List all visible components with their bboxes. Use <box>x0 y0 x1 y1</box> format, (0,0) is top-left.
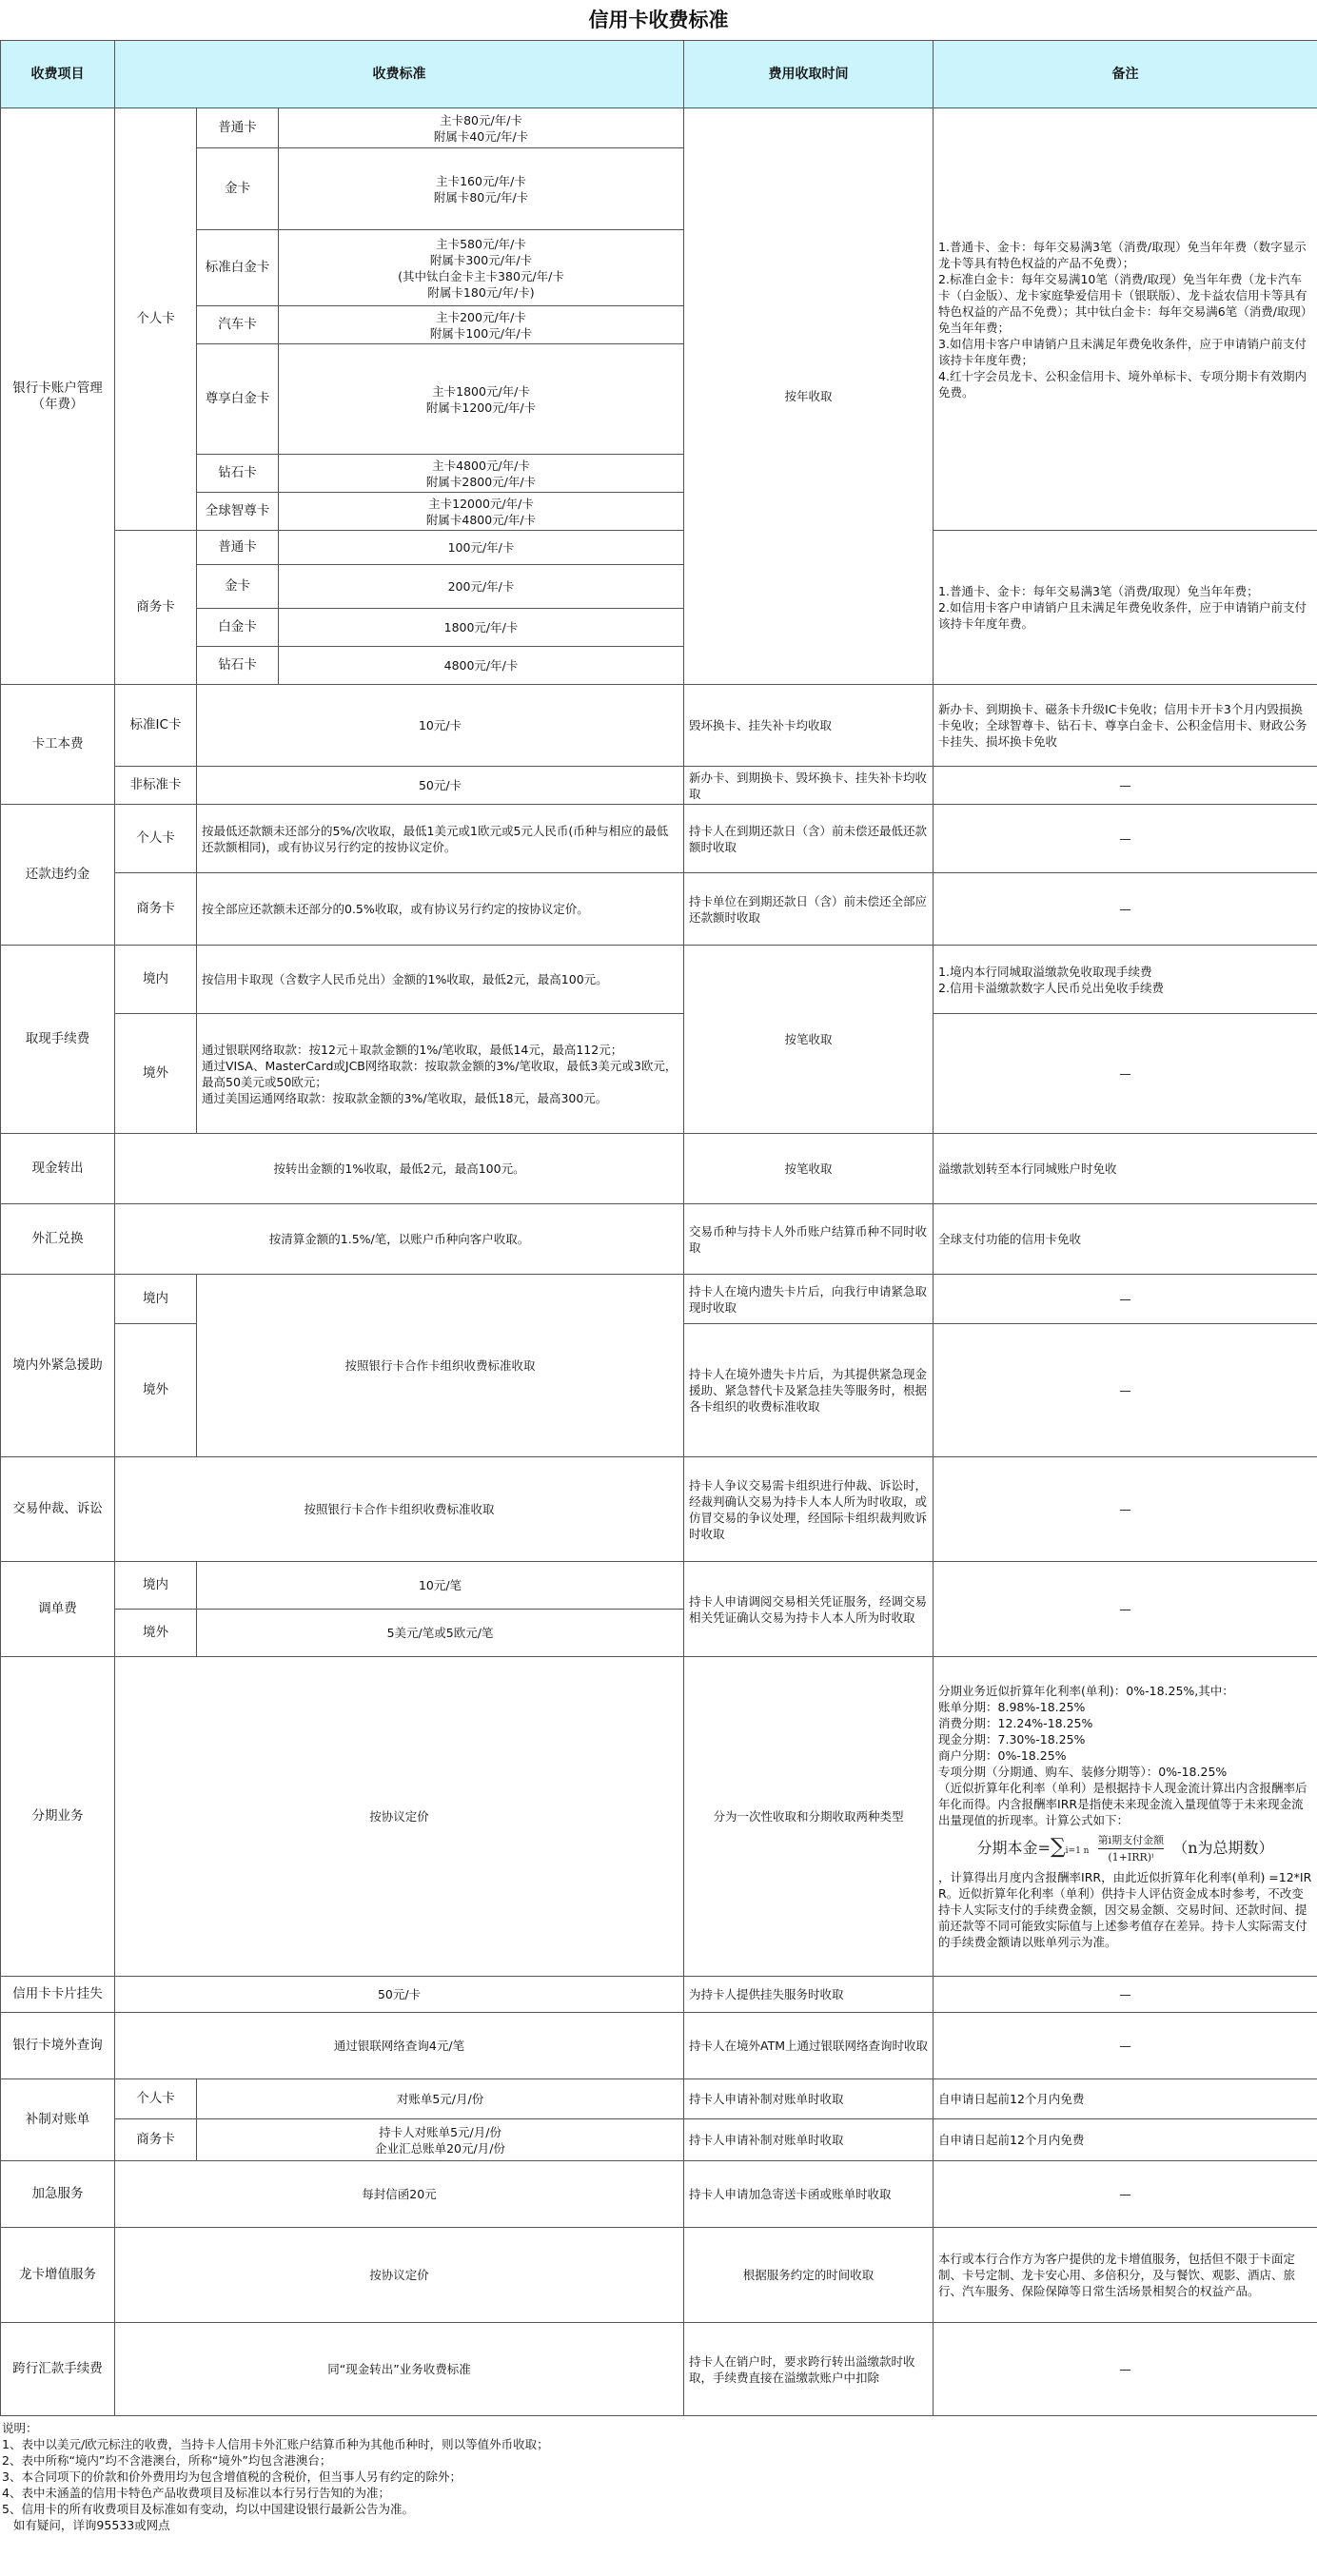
installment-item: 分期业务 <box>1 1657 115 1977</box>
note-value: — <box>934 805 1317 873</box>
card-kind: 个人卡 <box>115 2079 197 2119</box>
table-row <box>1 2119 1317 2161</box>
formula-numerator: 第i期支付金额 <box>1098 1832 1165 1849</box>
table-row <box>1 1275 1317 1324</box>
note-value: 全球支付功能的信用卡免收 <box>934 1204 1317 1275</box>
dispute-item: 交易仲裁、诉讼 <box>1 1457 115 1562</box>
fee-table <box>0 40 1317 2416</box>
card-type: 全球智尊卡 <box>197 493 279 531</box>
card-type: 金卡 <box>197 148 279 230</box>
region-label: 境外 <box>115 1610 197 1657</box>
cross-bank-item: 跨行汇款手续费 <box>1 2323 115 2416</box>
fee-value: 按清算金额的1.5%/笔，以账户币种向客户收取。 <box>115 1204 684 1275</box>
installment-note-top: 分期业务近似折算年化利率(单利)：0%-18.25%,其中： 账单分期：8.98%-18.25% 消费分期：12.24%-18.25% 现金分期：7.30%-18.25% 商户分期：0%-18.25% 专项分期（分期通、购车、装修分期等）：0%-18.25% （近似折算年化利率（单利）是根据持卡人现金流计算出内含报酬率后年化而得。内含报酬率IRR是指使未来现金流入量现值等于未来现金流出量现值的折现率。计算公式如下： <box>938 1684 1307 1827</box>
card-kind: 标准IC卡 <box>115 685 197 767</box>
table-row <box>1 1204 1317 1275</box>
footnotes <box>0 2416 1317 2537</box>
fee-value: 5美元/笔或5欧元/笔 <box>197 1610 684 1657</box>
note-value: — <box>934 2013 1317 2079</box>
card-kind: 商务卡 <box>115 873 197 946</box>
card-type: 金卡 <box>197 565 279 609</box>
card-kind: 非标准卡 <box>115 767 197 805</box>
fee-value: 同“现金转出”业务收费标准 <box>115 2323 684 2416</box>
table-row <box>1 873 1317 946</box>
cash-item: 取现手续费 <box>1 946 115 1134</box>
express-item: 加急服务 <box>1 2161 115 2228</box>
fee-value: 200元/年/卡 <box>279 565 684 609</box>
table-row <box>1 108 1317 148</box>
footnote-line: 5、信用卡的所有收费项目及标准如有变动，均以中国建设银行最新公告为准。 <box>2 2502 414 2516</box>
header-item: 收费项目 <box>1 41 115 108</box>
region-label: 境外 <box>115 1324 197 1457</box>
card-kind: 商务卡 <box>115 2119 197 2161</box>
footnote-line: 4、表中未涵盖的信用卡特色产品收费项目及标准以本行另行告知的为准； <box>2 2486 390 2500</box>
fee-value: 50元/卡 <box>197 767 684 805</box>
timing-value: 为持卡人提供挂失服务时收取 <box>684 1977 934 2013</box>
note-value: 溢缴款划转至本行同城账户时免收 <box>934 1134 1317 1204</box>
note-value: — <box>934 1977 1317 2013</box>
header-fee: 收费标准 <box>115 41 684 108</box>
region-label: 境内 <box>115 1562 197 1610</box>
fee-value: 按协议定价 <box>115 1657 684 1977</box>
note-value: — <box>934 1014 1317 1134</box>
footnote-line: 如有疑问，详询95533或网点 <box>2 2518 170 2532</box>
table-row <box>1 805 1317 873</box>
header-row <box>1 41 1317 108</box>
card-type: 标准白金卡 <box>197 230 279 306</box>
card-type: 普通卡 <box>197 108 279 148</box>
footnote-line: 3、本合同项下的价款和价外费用均为包含增值税的含税价，但当事人另有约定的除外； <box>2 2469 462 2484</box>
card-type: 普通卡 <box>197 531 279 565</box>
fee-value: 按信用卡取现（含数字人民币兑出）金额的1%收取，最低2元，最高100元。 <box>197 946 684 1014</box>
fee-value: 主卡160元/年/卡 附属卡80元/年/卡 <box>279 148 684 230</box>
fee-value: 10元/笔 <box>197 1562 684 1610</box>
note-value: — <box>934 1457 1317 1562</box>
footnote-line: 1、表中以美元/欧元标注的收费，当持卡人信用卡外汇账户结算币种为其他币种时，则以等值外币收取； <box>2 2437 549 2451</box>
table-row <box>1 2013 1317 2079</box>
annual-fee-timing: 按年收取 <box>684 108 934 685</box>
formula-lead: 分期本金= <box>976 1839 1051 1857</box>
statement-item: 补制对账单 <box>1 2079 115 2161</box>
note-value: — <box>934 2323 1317 2416</box>
installment-note <box>934 1657 1317 1977</box>
fee-value: 主卡200元/年/卡 附属卡100元/年/卡 <box>279 306 684 344</box>
timing-value: 分为一次性收取和分期收取两种类型 <box>684 1657 934 1977</box>
formula-denominator: (1+IRR)ⁱ <box>1108 1851 1154 1864</box>
fee-value: 主卡4800元/年/卡 附属卡2800元/年/卡 <box>279 455 684 493</box>
fee-value: 按最低还款额未还部分的5%/次收取，最低1美元或1欧元或5元人民币(币种与相应的最低还款额相同)，或有协议另行约定的按协议定价。 <box>197 805 684 873</box>
table-row <box>1 2161 1317 2228</box>
fee-value: 对账单5元/月/份 <box>197 2079 684 2119</box>
note-value: 新办卡、到期换卡、磁条卡升级IC卡免收；信用卡开卡3个月内毁损换卡免收；全球智尊卡、钻石卡、尊享白金卡、公积金信用卡、财政公务卡挂失、损坏换卡免收 <box>934 685 1317 767</box>
fee-value: 按协议定价 <box>115 2228 684 2323</box>
lost-item: 信用卡卡片挂失 <box>1 1977 115 2013</box>
emergency-item: 境内外紧急援助 <box>1 1275 115 1457</box>
table-row <box>1 531 1317 565</box>
voucher-note: — <box>934 1562 1317 1657</box>
fee-value: 100元/年/卡 <box>279 531 684 565</box>
timing-value: 持卡人在境内遗失卡片后，向我行申请紧急取现时收取 <box>684 1275 934 1324</box>
sum-range: i=1 n <box>1065 1846 1090 1856</box>
note-value: — <box>934 767 1317 805</box>
table-row <box>1 2323 1317 2416</box>
region-label: 境内 <box>115 1275 197 1324</box>
sum-symbol: ∑ <box>1050 1835 1066 1859</box>
note-value: 本行或本行合作方为客户提供的龙卡增值服务，包括但不限于卡面定制、卡号定制、龙卡安心用、多倍积分，及与餐饮、观影、酒店、旅行、汽车服务、保险保障等日常生活场景相契合的权益产品。 <box>934 2228 1317 2323</box>
fee-value: 通过银联网络查询4元/笔 <box>115 2013 684 2079</box>
note-value: — <box>934 1275 1317 1324</box>
overseas-query-item: 银行卡境外查询 <box>1 2013 115 2079</box>
voucher-timing: 持卡人申请调阅交易相关凭证服务，经调交易相关凭证确认交易为持卡人本人所为时收取 <box>684 1562 934 1657</box>
timing-value: 持卡人争议交易需卡组织进行仲裁、诉讼时，经裁判确认交易为持卡人本人所为时收取，或仿冒交易的争议处理，经国际卡组织裁判败诉时收取 <box>684 1457 934 1562</box>
note-value: 自申请日起前12个月内免费 <box>934 2119 1317 2161</box>
card-type: 白金卡 <box>197 609 279 647</box>
footnote-line: 2、表中所称“境内”均不含港澳台，所称“境外”均包含港澳台； <box>2 2453 332 2468</box>
table-row <box>1 1014 1317 1134</box>
timing-value: 持卡人申请补制对账单时收取 <box>684 2079 934 2119</box>
formula-fraction <box>1098 1832 1165 1865</box>
fee-value: 持卡人对账单5元/月/份 企业汇总账单20元/月/份 <box>197 2119 684 2161</box>
timing-value: 交易币种与持卡人外币账户结算币种不同时收取 <box>684 1204 934 1275</box>
timing-value: 持卡人在到期还款日（含）前未偿还最低还款额时收取 <box>684 805 934 873</box>
table-row <box>1 685 1317 767</box>
timing-value: 持卡人在境外ATM上通过银联网络查询时收取 <box>684 2013 934 2079</box>
fee-value: 10元/卡 <box>197 685 684 767</box>
table-row <box>1 767 1317 805</box>
timing-value: 持卡单位在到期还款日（含）前未偿还全部应还款额时收取 <box>684 873 934 946</box>
overdue-item: 还款违约金 <box>1 805 115 946</box>
fee-value: 主卡580元/年/卡 附属卡300元/年/卡 (其中钛白金卡主卡380元/年/卡 附属卡180元/年/卡) <box>279 230 684 306</box>
personal-annual-note: 1.普通卡、金卡：每年交易满3笔（消费/取现）免当年年费（数字显示龙卡等具有特色权益的产品不免费）； 2.标准白金卡：每年交易满10笔（消费/取现）免当年年费（龙卡汽车卡（白金版）、龙卡家庭挚爱信用卡（银联版）、龙卡益农信用卡等具有特色权益的产品不免费）；其中钛白金卡：每年交易满6笔（消费/取现）免当年年费； 3.如信用卡客户申请销户且未满足年费免收条件，应于申请销户前支付该持卡年度年费； 4.红十字会员龙卡、公积金信用卡、境外单标卡、专项分期卡有效期内免费。 <box>934 108 1317 531</box>
fee-value: 按照银行卡合作卡组织收费标准收取 <box>197 1275 684 1457</box>
table-row <box>1 1977 1317 2013</box>
header-note: 备注 <box>934 41 1317 108</box>
installment-note-bottom: ，计算得出月度内含报酬率IRR，由此近似折算年化利率(单利) =12*IRR。近似折算年化利率（单利）供持卡人评估资金成本时参考，不改变持卡人实际支付的手续费金额，因交易金额、交易时间、还款时间、提前还款等不同可能致实际值与上述参考值存在差异。持卡人实际需支付的手续费金额请以账单列示为准。 <box>938 1870 1312 1949</box>
fee-value: 50元/卡 <box>115 1977 684 2013</box>
card-type: 钻石卡 <box>197 455 279 493</box>
timing-value: 按笔收取 <box>684 1134 934 1204</box>
annual-fee-item: 银行卡账户管理 （年费） <box>1 108 115 685</box>
cash-timing: 按笔收取 <box>684 946 934 1134</box>
personal-card-label: 个人卡 <box>115 108 197 531</box>
card-type: 尊享白金卡 <box>197 344 279 455</box>
fee-value: 主卡12000元/年/卡 附属卡4800元/年/卡 <box>279 493 684 531</box>
fee-value: 通过银联网络取款：按12元＋取款金额的1%/笔收取，最低14元，最高112元； 通过VISA、MasterCard或JCB网络取款：按取款金额的3%/笔收取，最低3美元或3欧元，最高50美元或50欧元； 通过美国运通网络取款：按取款金额的3%/笔收取，最低18元，最高300元。 <box>197 1014 684 1134</box>
fee-value: 1800元/年/卡 <box>279 609 684 647</box>
timing-value: 持卡人申请加急寄送卡函或账单时收取 <box>684 2161 934 2228</box>
fee-value: 按照银行卡合作卡组织收费标准收取 <box>115 1457 684 1562</box>
voucher-item: 调单费 <box>1 1562 115 1657</box>
table-row <box>1 1657 1317 1977</box>
table-row <box>1 1562 1317 1610</box>
irr-formula <box>938 1828 1312 1869</box>
fee-value: 主卡1800元/年/卡 附属卡1200元/年/卡 <box>279 344 684 455</box>
note-value: 自申请日起前12个月内免费 <box>934 2079 1317 2119</box>
card-kind: 个人卡 <box>115 805 197 873</box>
fee-value: 主卡80元/年/卡 附属卡40元/年/卡 <box>279 108 684 148</box>
timing-value: 持卡人在境外遗失卡片后，为其提供紧急现金援助、紧急替代卡及紧急挂失等服务时，根据各卡组织的收费标准收取 <box>684 1324 934 1457</box>
fee-value: 按转出金额的1%收取，最低2元，最高100元。 <box>115 1134 684 1204</box>
note-value: — <box>934 873 1317 946</box>
region-label: 境内 <box>115 946 197 1014</box>
formula-tail: （n为总期数） <box>1172 1839 1274 1857</box>
fee-value: 每封信函20元 <box>115 2161 684 2228</box>
note-value: 1.境内本行同城取溢缴款免收取现手续费 2.信用卡溢缴款数字人民币兑出免收手续费 <box>934 946 1317 1014</box>
fee-value: 4800元/年/卡 <box>279 647 684 685</box>
timing-value: 持卡人申请补制对账单时收取 <box>684 2119 934 2161</box>
table-row <box>1 2079 1317 2119</box>
fx-item: 外汇兑换 <box>1 1204 115 1275</box>
header-timing: 费用收取时间 <box>684 41 934 108</box>
timing-value: 根据服务约定的时间收取 <box>684 2228 934 2323</box>
fee-value: 按全部应还款额未还部分的0.5%收取，或有协议另行约定的按协议定价。 <box>197 873 684 946</box>
timing-value: 持卡人在销户时，要求跨行转出溢缴款时收取，手续费直接在溢缴款账户中扣除 <box>684 2323 934 2416</box>
note-value: — <box>934 1324 1317 1457</box>
table-row <box>1 946 1317 1014</box>
value-added-item: 龙卡增值服务 <box>1 2228 115 2323</box>
transfer-item: 现金转出 <box>1 1134 115 1204</box>
business-card-label: 商务卡 <box>115 531 197 685</box>
table-row <box>1 2228 1317 2323</box>
table-row <box>1 1134 1317 1204</box>
card-fee-item: 卡工本费 <box>1 685 115 805</box>
footnote-line: 说明： <box>2 2421 38 2435</box>
business-annual-note: 1.普通卡、金卡：每年交易满3笔（消费/取现）免当年年费； 2.如信用卡客户申请销户且未满足年费免收条件，应于申请销户前支付该持卡年度年费。 <box>934 531 1317 685</box>
card-type: 钻石卡 <box>197 647 279 685</box>
timing-value: 毁坏换卡、挂失补卡均收取 <box>684 685 934 767</box>
region-label: 境外 <box>115 1014 197 1134</box>
timing-value: 新办卡、到期换卡、毁坏换卡、挂失补卡均收取 <box>684 767 934 805</box>
table-row <box>1 1457 1317 1562</box>
page-title: 信用卡收费标准 <box>588 8 729 31</box>
note-value: — <box>934 2161 1317 2228</box>
card-type: 汽车卡 <box>197 306 279 344</box>
